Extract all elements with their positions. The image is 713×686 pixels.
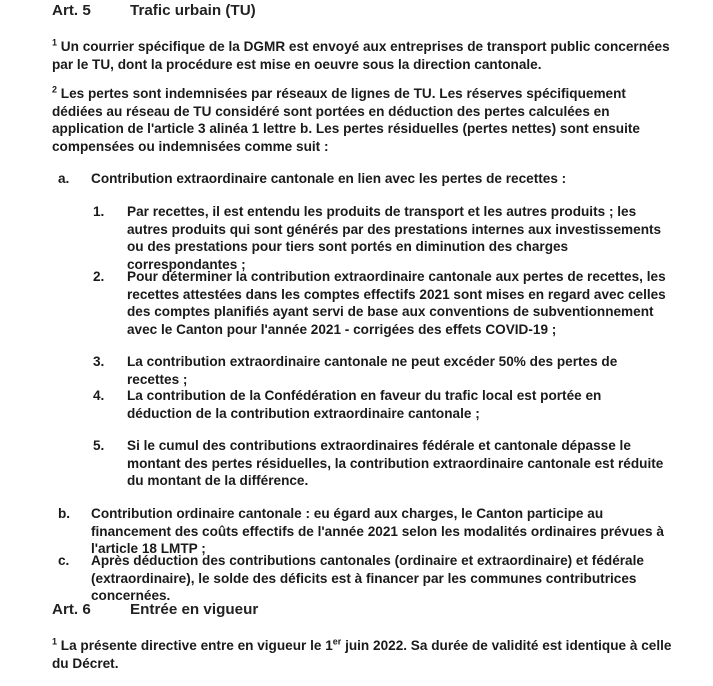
list-item-text: Contribution ordinaire cantonale : eu égard aux charges, le Canton participe au financement des coûts effectifs de l'année 2021 selon les modalités ordinaires prévues à l'article 18 LMTP ; bbox=[91, 506, 664, 557]
art5-title: Trafic urbain (TU) bbox=[130, 2, 256, 19]
art6-paragraph-1 bbox=[52, 637, 672, 672]
art5-paragraph-1 bbox=[52, 38, 672, 73]
list-item-text: Pour déterminer la contribution extraordinaire cantonale aux pertes de recettes, les recettes attestées dans les comptes effectifs 2021 sont mises en regard avec celles des comptes planifiés ayant servi de base aux conventions de subventionnement avec le Canton pour l'année 2021 - corrigées des effets COVID-19 ; bbox=[127, 269, 666, 337]
list-item-text: Par recettes, il est entendu les produits de transport et les autres produits ; les autres produits qui sont générés par des prestations internes aux investissements ou des prestations pour tiers sont portés en diminution des charges correspondantes ; bbox=[127, 204, 662, 272]
list-marker: 1. bbox=[93, 204, 105, 219]
list-marker: 4. bbox=[93, 388, 105, 403]
list-marker: c. bbox=[58, 553, 70, 568]
paragraph-text: La présente directive entre en vigueur le 1 bbox=[57, 638, 333, 653]
list-item-text: Si le cumul des contributions extraordinaires fédérale et cantonale dépasse le montant des pertes résiduelles, la contribution extraordinaire cantonale est réduite du montant de la différence. bbox=[127, 438, 664, 489]
art6-heading bbox=[52, 601, 258, 619]
paragraph-number: 1 bbox=[52, 37, 58, 48]
list-marker: 2. bbox=[93, 269, 105, 284]
list-marker: a. bbox=[58, 171, 70, 186]
paragraph-text: Un courrier spécifique de la DGMR est envoyé aux entreprises de transport public concernées par le TU, dont la procédure est mise en oeuvre sous la direction cantonale. bbox=[52, 39, 670, 72]
list-marker: 3. bbox=[93, 354, 105, 369]
art5-paragraph-2 bbox=[52, 85, 672, 155]
list-marker: b. bbox=[58, 506, 71, 521]
art5-heading bbox=[52, 2, 256, 20]
art5-number: Art. 5 bbox=[52, 2, 91, 19]
art6-number: Art. 6 bbox=[52, 601, 91, 618]
paragraph-text: Les pertes sont indemnisées par réseaux de lignes de TU. Les réserves spécifiquement dédiées au réseau de TU considéré sont portées en déduction des pertes calculées en application de l'article 3 alinéa 1 lettre b. Les pertes résiduelles (pertes nettes) sont ensuite compensées ou indemnisées comme suit : bbox=[52, 86, 640, 154]
list-item-text: La contribution extraordinaire cantonale ne peut excéder 50% des pertes de recettes ; bbox=[127, 354, 618, 387]
art6-title: Entrée en vigueur bbox=[130, 601, 259, 618]
paragraph-number: 1 bbox=[52, 636, 58, 647]
paragraph-number: 2 bbox=[52, 84, 58, 95]
list-item-text: Contribution extraordinaire cantonale en lien avec les pertes de recettes : bbox=[91, 171, 567, 186]
list-item-text: Après déduction des contributions cantonales (ordinaire et extraordinaire) et fédérale (extraordinaire), le solde des déficits est à financer par les communes contributrices concernées. bbox=[91, 553, 644, 604]
list-item-text: La contribution de la Confédération en faveur du trafic local est portée en déduction de la contribution extraordinaire cantonale ; bbox=[127, 388, 602, 421]
list-marker: 5. bbox=[93, 438, 105, 453]
ordinal-suffix: er bbox=[332, 636, 342, 647]
paragraph-text-continued: juin 2022. Sa durée de validité est identique à celle du Décret. bbox=[52, 638, 672, 671]
